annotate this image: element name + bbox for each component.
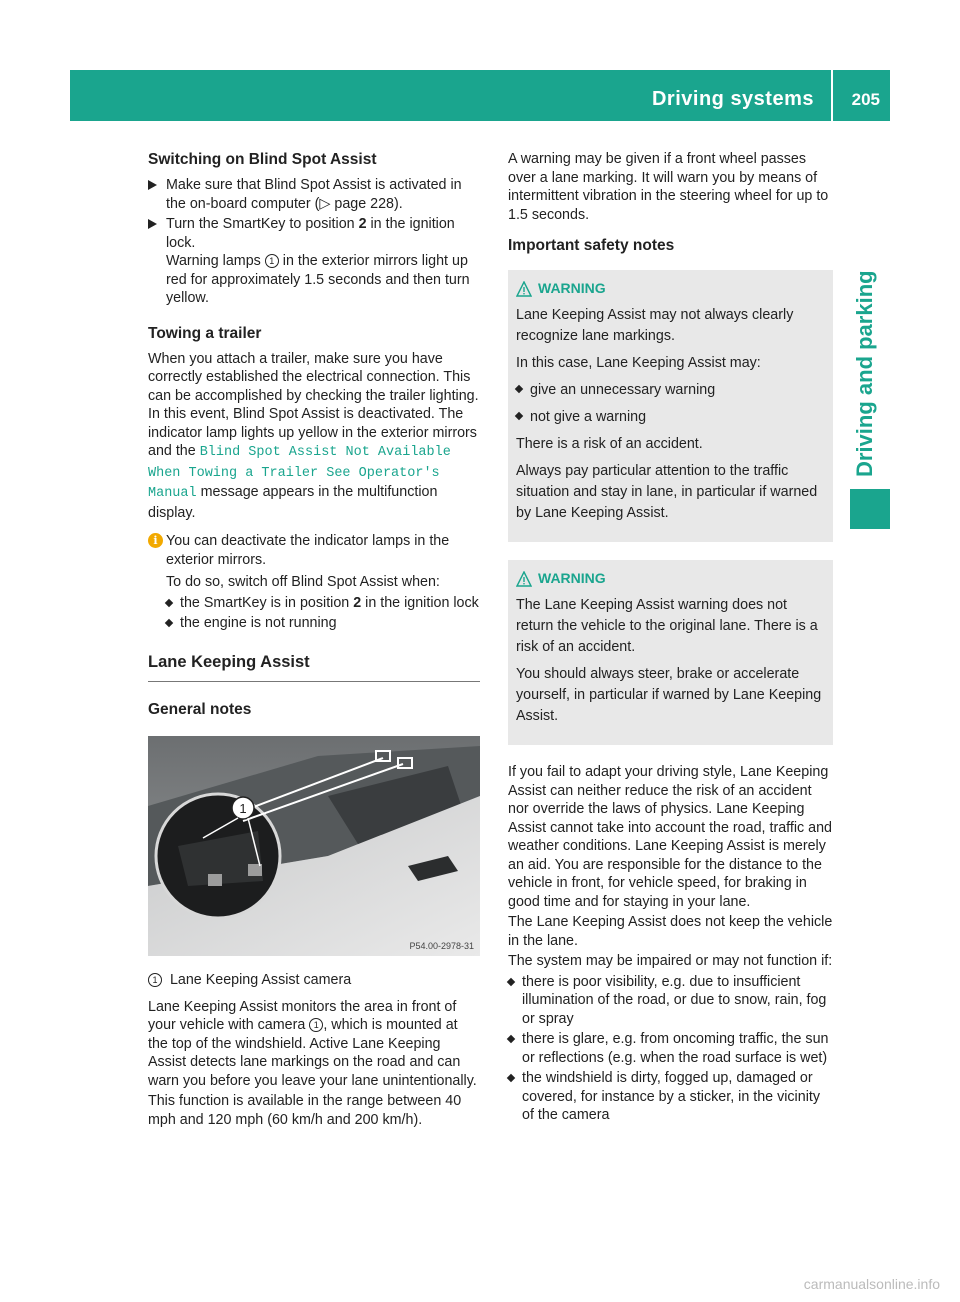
callout-1-icon: 1 — [265, 254, 279, 268]
section-title-general-notes: General notes — [148, 700, 252, 718]
section-title-towing: Towing a trailer — [148, 324, 262, 342]
speed-range-paragraph: This function is available in the range between 40 mph and 120 mph (60 km/h and 200 km/h). — [148, 1093, 462, 1128]
photo-code: P54.00-2978-31 — [409, 940, 474, 951]
header-bar — [70, 70, 890, 121]
intro-paragraph: A warning may be given if a front wheel passes over a lane marking. It will warn you by means of intermittent vibration in the steering wheel for up to 1.5 seconds. — [508, 151, 829, 223]
info-note: i You can deactivate the indicator lamps in the exterior mirrors. To do so, switch off Blind Spot Assist when: the SmartKey is in position 2 in the ignition lock the engine is not running — [148, 532, 480, 633]
list-item: the engine is not running — [166, 614, 480, 633]
left-column — [148, 150, 480, 1131]
callout-1-icon: 1 — [309, 1018, 323, 1032]
photo-caption: 1 Lane Keeping Assist camera — [148, 971, 480, 990]
section-title-lane-keeping: Lane Keeping Assist — [148, 651, 480, 682]
section-title-safety: Important safety notes — [508, 237, 675, 254]
side-tab-block — [850, 489, 890, 529]
list-item: the SmartKey is in position 2 in the ignition lock — [166, 594, 480, 613]
responsibility-paragraph: If you fail to adapt your driving style, Lane Keeping Assist can neither reduce the risk of an accident nor override the laws of physics. Lane Keeping Assist cannot take into account the road, traffic and weather conditions. Lane Keeping Assist is merely an aid. You are responsible for the distance to the vehicle in front, for vehicle speed, for braking in good time and for staying in your lane. — [508, 764, 832, 910]
page-ref-link[interactable]: page 228). — [334, 195, 403, 212]
page-ref-icon: ▷ — [319, 195, 331, 212]
right-column — [508, 150, 833, 1127]
page-number: 205 — [851, 90, 880, 109]
lane-paragraph: The Lane Keeping Assist does not keep the vehicle in the lane. — [508, 914, 833, 949]
list-item: not give a warning — [516, 407, 825, 428]
photo-callout-1: 1 — [239, 800, 247, 816]
step-arrow-icon — [148, 180, 157, 190]
impairment-paragraph: The system may be impaired or may not function if: — [508, 953, 833, 969]
warning-triangle-icon — [516, 571, 532, 587]
step-activate: Make sure that Blind Spot Assist is activated in the on-board computer (▷ page 228). — [148, 176, 480, 213]
list-item: the windshield is dirty, fogged up, damaged or covered, for instance by a sticker, in the vicinity of the camera — [508, 1069, 833, 1125]
towing-paragraph: When you attach a trailer, make sure you have correctly established the electrical connection. This can be accomplished by checking the trailer lighting. In this event, Blind Spot Assist is deactivated. The indicator lamp lights up yellow in the exterior mirrors and the Blind Spot Assist Not Available When Towing a Trailer See Operator's Manual message appears in the multifunction display. — [148, 350, 479, 521]
lane-keeping-paragraph: Lane Keeping Assist monitors the area in front of your vehicle with camera 1 , which is mounted at the top of the windshield. Active Lane Keeping Assist detects lane markings on the road and can warn you before you leave your lane unintentionally. — [148, 998, 477, 1089]
watermark: carmanualsonline.info — [803, 1276, 940, 1292]
display-message: Blind Spot Assist Not Available When Towing a Trailer See Operator's Manual — [148, 445, 451, 501]
warning-box-1: WARNING Lane Keeping Assist may not always clearly recognize lane markings. In this case, Lane Keeping Assist may: give an unnecessary warning not give a warning There is a risk of an accident. Always pay particular attention to the traffic situation and stay in lane, in particular if warned by Lane Keeping Assist. — [508, 270, 833, 542]
list-item: there is poor visibility, e.g. due to insufficient illumination of the road, or due to snow, rain, fog or spray — [508, 973, 833, 1029]
side-tab-label: Driving and parking — [852, 270, 877, 477]
step-turn-key: Turn the SmartKey to position 2 in the ignition lock. Warning lamps 1 in the exterior mirrors light up red for approximately 1.5 seconds and then turn yellow. — [148, 215, 480, 308]
side-tab — [839, 252, 890, 477]
warning-box-2: WARNING The Lane Keeping Assist warning does not return the vehicle to the original lane. There is a risk of an accident. You should always steer, brake or accelerate yourself, in particular if warned by Lane Keeping Assist. — [508, 560, 833, 745]
warning-label: WARNING — [538, 570, 606, 586]
list-item: give an unnecessary warning — [516, 380, 825, 401]
chapter-title: Driving systems — [651, 88, 814, 110]
list-item: there is glare, e.g. from oncoming traffic, the sun or reflections (e.g. when the road surface is wet) — [508, 1030, 833, 1067]
section-title-switching-on: Switching on Blind Spot Assist — [148, 151, 377, 168]
warning-label: WARNING — [538, 280, 606, 296]
callout-1-icon: 1 — [148, 973, 162, 987]
info-icon: i — [148, 533, 163, 548]
header-separator — [831, 70, 833, 121]
warning-triangle-icon — [516, 281, 532, 297]
windshield-camera-photo — [148, 736, 480, 956]
step-arrow-icon — [148, 219, 157, 229]
